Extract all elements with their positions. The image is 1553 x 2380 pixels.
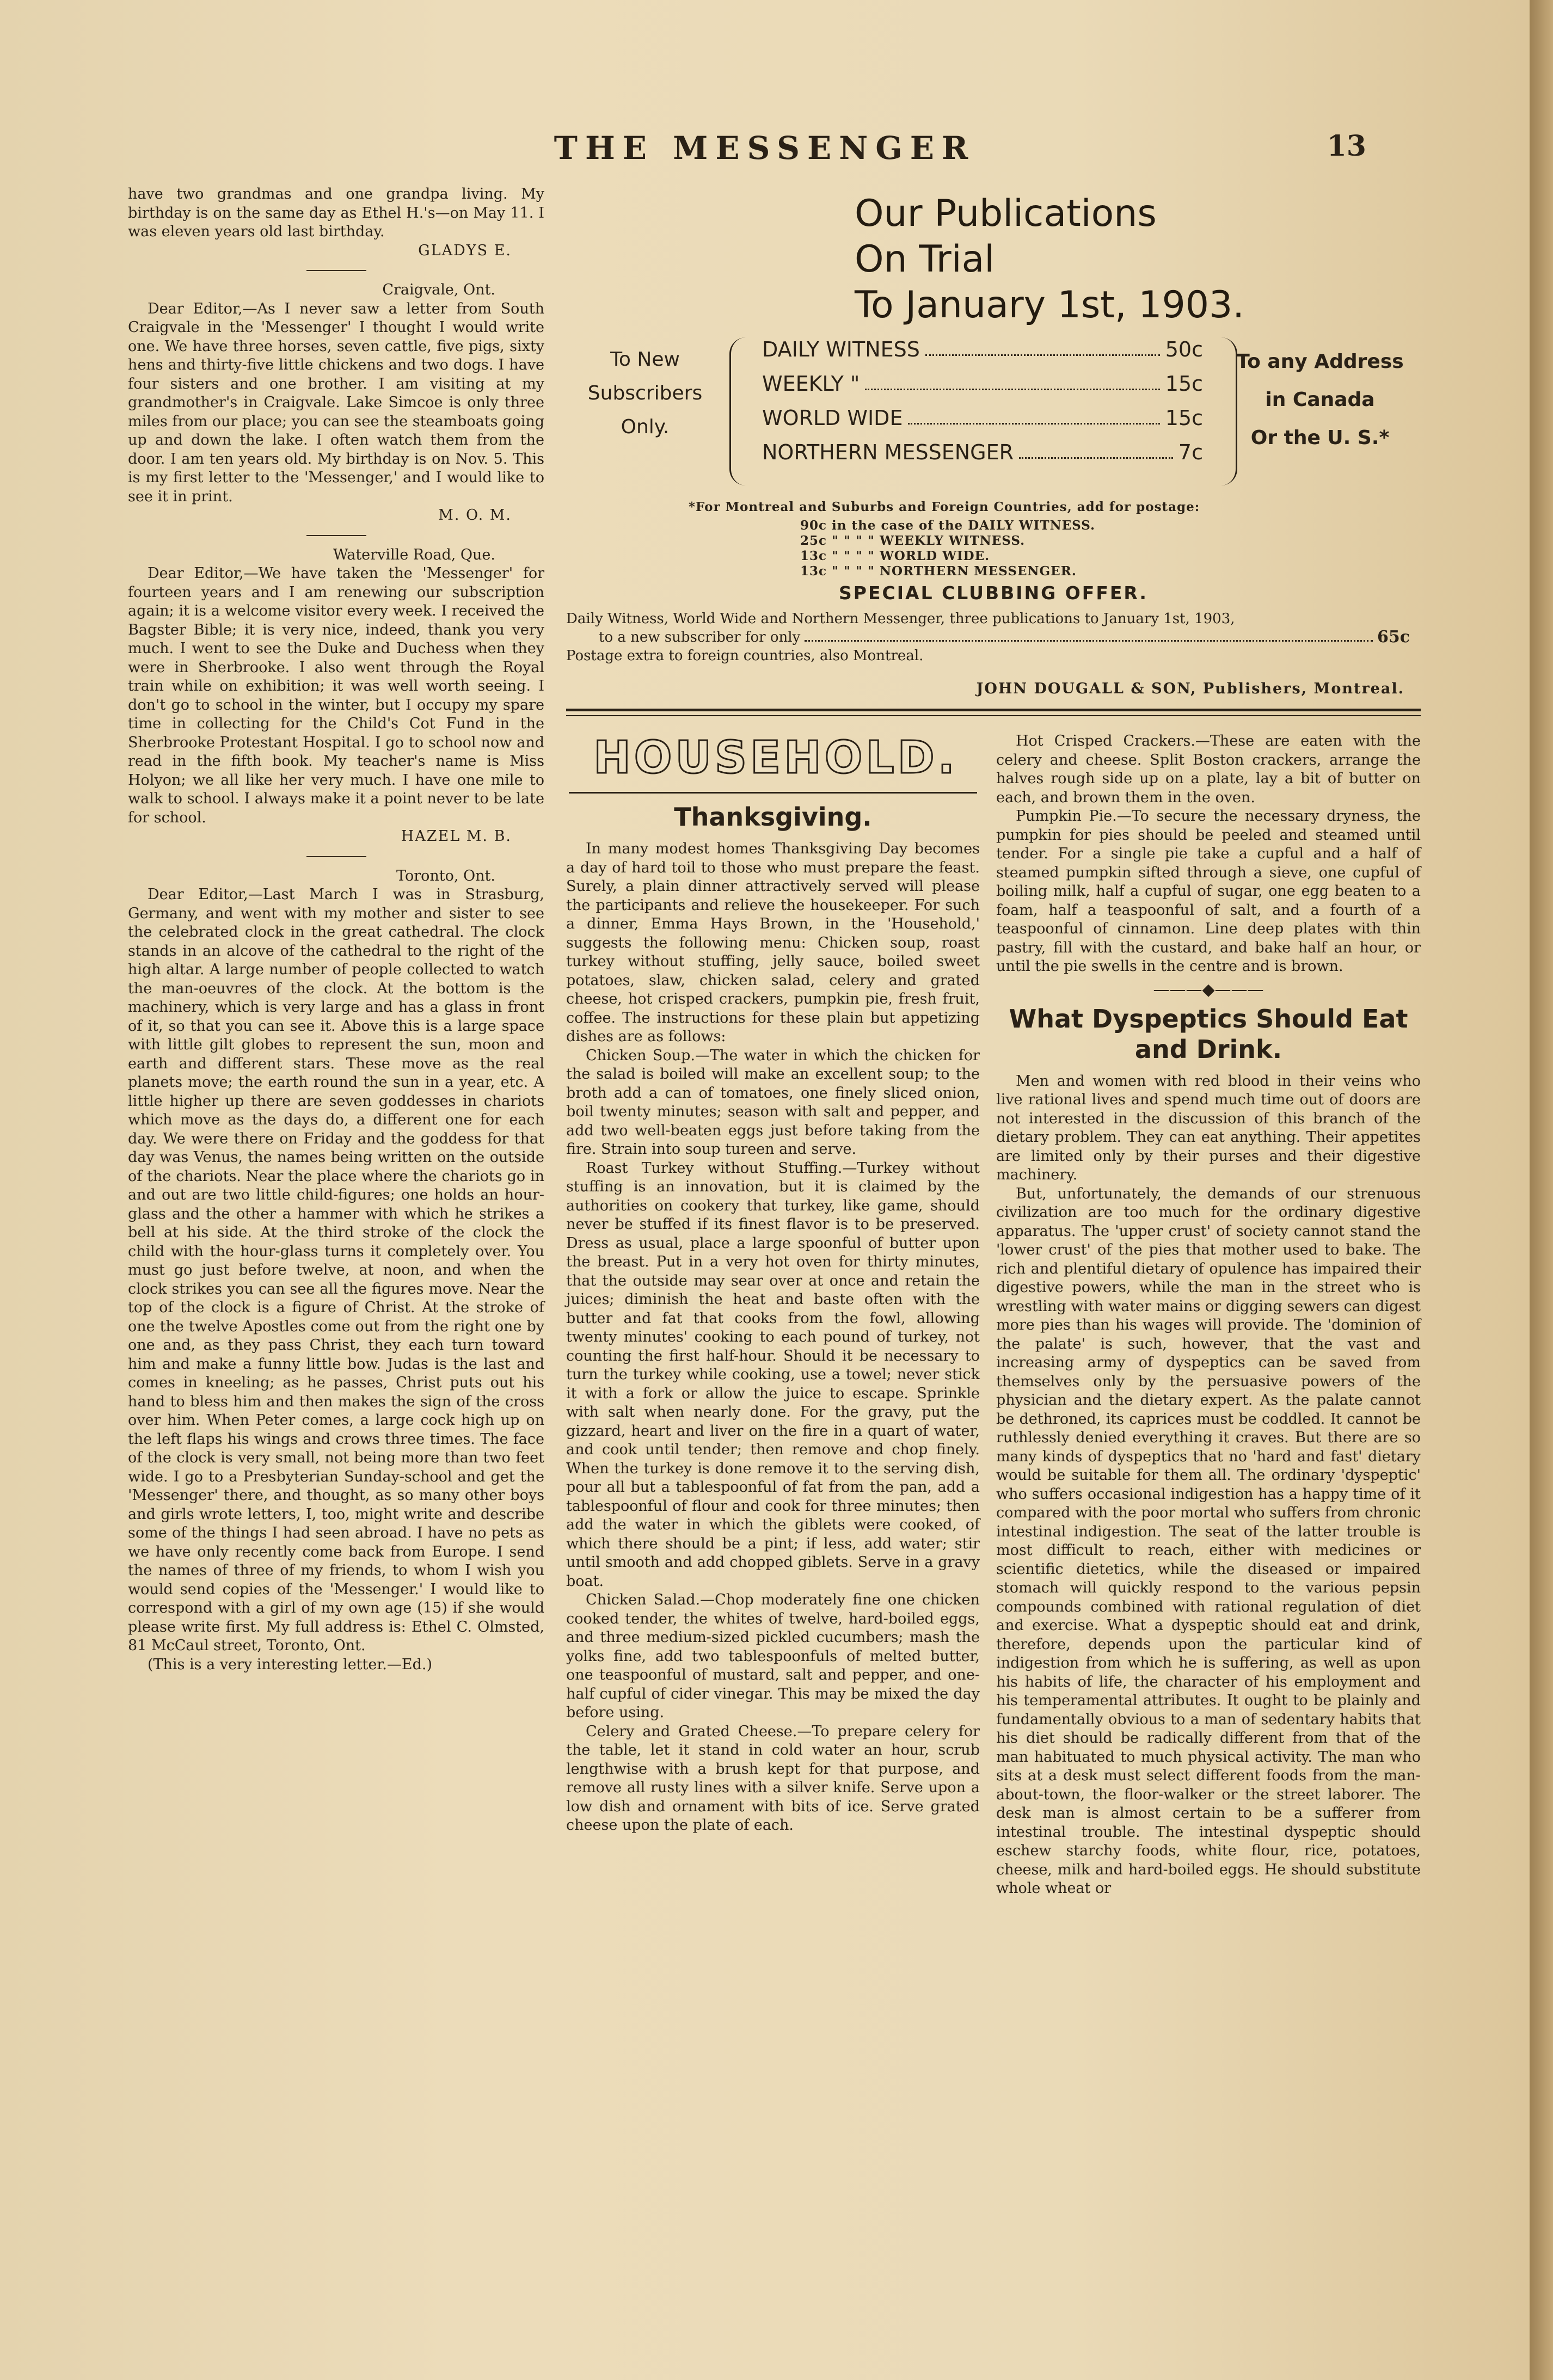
pub-row	[762, 337, 1203, 361]
pub-name: WORLD WIDE	[762, 406, 903, 430]
clubbing-offer-text	[566, 610, 1421, 665]
postage-line: 13c " " " " WORLD WIDE.	[800, 549, 990, 563]
letter-text: Dear Editor,—We have taken the 'Messenger' for fourteen years and I am renewing our subscription again; it is a welcome visitor every week. I received the Bagster Bible; it is very nice, indeed, thank you very much. I went to see the Duke and Duchess when they were in Sherbrooke. I also went through the Royal train while on exhibition; it was well worth seeing. I don't go to school in the winter, but I occupy my spare time in collecting for the Child's Cot Fund in the Sherbrooke Protestant Hospital. I go to school now and read in the fifth book. My teacher's name is Miss Holyon; we all like her very much. I have one mile to walk to school. I always make it a point never to be late for school.	[128, 565, 544, 826]
article-paragraph: Roast Turkey without Stuffing.—Turkey without stuffing is an innovation, but it is claimed by the authorities on cookery that turkey, like game, should never be stuffed if its finest flavor is to be preserved. Dress as usual, place a large spoonful of butter upon the breast. Put in a very hot oven for thirty minutes, that the outside may sear over at once and retain the juices; diminish the heat and baste often with the butter and fat that cooks from the fowl, allowing twenty minutes' cooking to each pound of turkey, not counting the first half-hour. Should it be necessary to turn the turkey while cooking, use a towel; never stick it with a fork or allow the juice to escape. Sprinkle with salt when nearly done. For the gravy, put the gizzard, heart and liver on the fire in a quart of water, and cook until tender; then remove and chop finely. When the turkey is done remove it to the serving dish, pour all but a tablespoonful of fat from the pan, add a tablespoonful of flour and cook for three minutes; then add the water in which the giblets were cooked, of which there should be a pint; if less, add water; stir until smooth and add chopped giblets. Serve in a gravy boat.	[566, 1159, 980, 1590]
article-paragraph: Chicken Salad.—Chop moderately fine one chicken cooked tender, the whites of twelve, hard-boiled eggs, and three medium-sized pickled cucumbers; mash the yolks fine, add two tablespoonfuls of melted butter, one teaspoonful of mustard, salt and pepper, and one-half cupful of cider vinegar. This may be mixed the day before using.	[566, 1591, 980, 1721]
letters-column	[128, 185, 544, 1674]
ornament-divider: ———◆———	[1153, 980, 1264, 999]
pub-row	[762, 440, 1203, 464]
page-header	[0, 130, 1530, 168]
article-paragraph: But, unfortunately, the demands of our strenuous civilization are too much for the ordinary digestive apparatus. The 'upper crust' of society cannot stand the 'lower crust' of the pies that mother used to bake. The rich and plentiful dietary of opulence has impaired their digestive powers, while the man in the street who is wrestling with water mains or digging sewers can digest more pies than his wages will provide. The 'dominion of the palate' is such, however, that the vast and increasing army of dyspeptics can be saved from themselves only by the persuasive powers of the physician and the dietary expert. As the palate cannot be dethroned, its caprices must be coddled. It cannot be ruthlessly denied everything it craves. But there are so many kinds of dyspeptics that no 'hard and fast' dietary would be suitable for them all. The ordinary 'dyspeptic' who suffers occasional indigestion has a happy time of it compared with the poor mortal who suffers from chronic intestinal indigestion. The seat of the latter trouble is most difficult to reach, either with medicines or scientific dietetics, while the diseased or impaired stomach will quickly respond to the various pepsin compounds combined with rational regulation of diet and exercise. What a dyspeptic should eat and drink, therefore, depends upon the particular kind of indigestion from which he is suffering, as well as upon his habits of life, the character of his employment and his temperamental attributes. It ought to be plainly and fundamentally obvious to a man of sedentary habits that his diet should be radically different from that of the man habituated to much physical activity. The man who sits at a desk must select different foods from the man-about-town, the floor-walker or the street laborer. The desk man is almost certain to be a sufferer from intestinal trouble. The intestinal dyspeptic should eschew starchy foods, white flour, rice, potatoes, cheese, milk and hard-boiled eggs. He should substitute whole wheat or	[996, 1185, 1421, 1897]
letter-text: Dear Editor,—Last March I was in Strasburg, Germany, and went with my mother and sister to see the celebrated clock in the great cathedral. The clock stands in an alcove of the cathedral to the right of the high altar. A large number of people collected to watch the man-oeuvres of the clock. At the bottom is the machinery, which is very large and has a glass in front of it, so that you can see it. Above this is a large space with little gilt globes to represent the sun, moon and earth and different stars. These move as the real planets move; the earth round the sun in a year, etc. A little higher up there are seven goddesses in chariots which move as the days do, a different one for each day. We were there on Friday and the goddess for that day was Venus, the names being written on the outside of the chariots. Near the place where the chariots go in and out are two little child-figures; one holds an hour-glass and the other a hammer with which he strikes a bell at his side. At the third stroke of the clock the child with the hour-glass turns it completely over. You must go just before twelve, at noon, and when the clock strikes you can see all the figures move. Near the top of the clock is a figure of Christ. At the stroke of one the twelve Apostles come out from the right one by one and, as they pass Christ, they each turn toward him and make a funny little bow. Judas is the last and comes in kneeling; as he passes, Christ puts out his hand to bless him and then makes the sign of the cross over him. When Peter comes, a large cock high up on the left flaps his wings and crows three times. The face of the clock is very small, not being more than two feet wide. I go to a Presbyterian Sunday-school and get the 'Messenger' there, and thought, as so many other boys and girls wrote letters, I, too, might write and describe some of the things I had seen abroad. I have no pets as we have only recently come back from Europe. I send the names of three of my friends, to whom I wish you would send copies of the 'Messenger.' I would like to correspond with a girl of my own age (15) if she would please write first. My full address is: Ethel C. Olmsted, 81 McCaul street, Toronto, Ont.	[128, 886, 544, 1654]
club-line: to a new subscriber for only	[599, 629, 801, 645]
ad-headline-2: On Trial	[855, 238, 995, 281]
article-paragraph: Celery and Grated Cheese.—To prepare celery for the table, let it stand in cold water an hour, scrub lengthwise with a brush kept for that purpose, and remove all rusty lines with a silver knife. Serve upon a low dish and ornament with bits of ice. Serve grated cheese upon the plate of each.	[566, 1723, 980, 1834]
pub-name: NORTHERN MESSENGER	[762, 440, 1014, 464]
foreign-postage-note: *For Montreal and Suburbs and Foreign Countries, add for postage:	[689, 500, 1200, 514]
article-paragraph: In many modest homes Thanksgiving Day becomes a day of hard toil to those who must prepare the feast. Surely, a plain dinner attractively served will please the participants and relieve the housekeeper. For such a dinner, Emma Hays Brown, in the 'Household,' suggests the following menu: Chicken soup, roast turkey without stuffing, jelly sauce, boiled sweet potatoes, slaw, chicken salad, celery and grated cheese, hot crisped crackers, pumpkin pie, fresh fruit, coffee. The instructions for these plain but appetizing dishes are as follows:	[566, 840, 980, 1045]
left-label-line: Subscribers	[587, 382, 703, 404]
pub-name: WEEKLY "	[762, 372, 860, 396]
club-price-row	[566, 628, 1421, 647]
postage-line: 13c " " " " NORTHERN MESSENGER.	[800, 564, 1077, 579]
left-brace	[729, 337, 753, 485]
letter-text: Dear Editor,—As I never saw a letter from South Craigvale in the 'Messenger' I thought I would write one. We have three horses, seven cattle, five pigs, sixty hens and thirty-five little chickens and two dogs. I have four sisters and one brother. I am visiting at my grandmother's in Craigvale. Lake Simcoe is only three miles from our place; you can see the steamboats going up and down the lake. I often watch them from the door. I am ten years old. My birthday is on Nov. 5. This is my first letter to the 'Messenger,' and I would like to see it in print.	[128, 300, 544, 505]
recipes-dyspeptics-column	[996, 732, 1421, 1898]
postage-line: 90c in the case of the DAILY WITNESS.	[800, 518, 1096, 533]
letter-signature: HAZEL M. B.	[401, 828, 512, 845]
household-banner: HOUSEHOLD.	[593, 732, 958, 784]
editor-note: (This is a very interesting letter.—Ed.)	[148, 1656, 432, 1673]
pub-price: 7c	[1178, 440, 1203, 464]
right-label-line: in Canada	[1265, 389, 1375, 411]
letter-text: have two grandmas and one grandpa living. My birthday is on the same day as Ethel H.'s—on May 11. I was eleven years old last birthday.	[128, 186, 544, 240]
club-line: Daily Witness, World Wide and Northern Messenger, three publications to January 1st, 1903,	[566, 611, 1235, 627]
section-rule	[566, 715, 1421, 716]
article-paragraph: Pumpkin Pie.—To secure the necessary dryness, the pumpkin for pies should be peeled and steamed until tender. For a single pie take a cupful and a half of steamed pumpkin sifted through a sieve, one cupful of boiling milk, half a cupful of sugar, one egg beaten to a foam, half a teaspoonful of salt, and a fourth of a teaspoonful of cinnamon. Line deep plates with thin pastry, fill with the custard, and bake half an hour, or until the pie swells in the centre and is brown.	[996, 808, 1421, 975]
letter-place: Waterville Road, Que.	[333, 546, 495, 563]
ad-headline-1: Our Publications	[855, 192, 1157, 235]
thanksgiving-column	[566, 797, 980, 1835]
thanksgiving-heading: Thanksgiving.	[674, 802, 872, 832]
postage-line: 25c " " " " WEEKLY WITNESS.	[800, 533, 1026, 548]
pub-name: DAILY WITNESS	[762, 337, 920, 361]
letter-place: Craigvale, Ont.	[382, 281, 495, 298]
divider	[306, 856, 366, 857]
right-label-line: Or the U. S.*	[1250, 427, 1390, 449]
ad-headline-3: To January 1st, 1903.	[855, 284, 1244, 327]
right-label-line: To any Address	[1236, 350, 1404, 373]
page-number: 13	[1327, 130, 1366, 163]
article-paragraph: Hot Crisped Crackers.—These are eaten with the celery and cheese. Split Boston crackers, arrange the halves rough side up on a plate, lay a bit of butter on each, and brown them in the oven.	[996, 733, 1421, 806]
club-price: 65c	[1377, 628, 1410, 647]
pub-price: 15c	[1165, 372, 1203, 396]
publisher-line: JOHN DOUGALL & SON, Publishers, Montreal.	[976, 680, 1404, 697]
page-edge	[1530, 0, 1553, 2380]
ad-left-label	[566, 343, 724, 444]
section-rule	[566, 709, 1421, 711]
leader-dots	[805, 628, 1373, 642]
masthead-title: THE MESSENGER	[554, 130, 976, 167]
left-label-line: Only.	[621, 416, 670, 438]
article-paragraph: Chicken Soup.—The water in which the chicken for the salad is boiled will make an excellent soup; to the broth add a can of tomatoes, one finely sliced onion, boil twenty minutes; season with salt and pepper, and add two well-beaten eggs just before taking from the fire. Strain into soup tureen and serve.	[566, 1047, 980, 1158]
leader-dots	[865, 372, 1159, 390]
ad-right-label	[1214, 343, 1426, 457]
pub-row	[762, 406, 1203, 430]
publications-advertisement	[566, 190, 1421, 713]
divider	[306, 270, 366, 271]
banner-rule	[569, 792, 977, 794]
pub-price: 15c	[1165, 406, 1203, 430]
letter-place: Toronto, Ont.	[396, 867, 495, 884]
pub-price: 50c	[1165, 337, 1203, 361]
left-label-line: To New	[610, 348, 680, 371]
letter-signature: GLADYS E.	[418, 242, 512, 259]
divider	[306, 535, 366, 536]
club-line: Postage extra to foreign countries, also Montreal.	[566, 648, 924, 664]
clubbing-offer-title: SPECIAL CLUBBING OFFER.	[839, 582, 1148, 604]
letter-signature: M. O. M.	[438, 507, 512, 524]
dyspeptics-heading: What Dyspeptics Should Eat and Drink.	[1009, 1004, 1408, 1064]
article-paragraph: Men and women with red blood in their veins who live rational lives and spend much time out of doors are not interested in the discussion of this branch of the dietary problem. They can eat anything. Their appetites are limited only by their purses and their digestive machinery.	[996, 1072, 1421, 1183]
leader-dots	[925, 337, 1160, 356]
leader-dots	[908, 406, 1159, 425]
leader-dots	[1019, 440, 1173, 459]
pub-row	[762, 372, 1203, 396]
